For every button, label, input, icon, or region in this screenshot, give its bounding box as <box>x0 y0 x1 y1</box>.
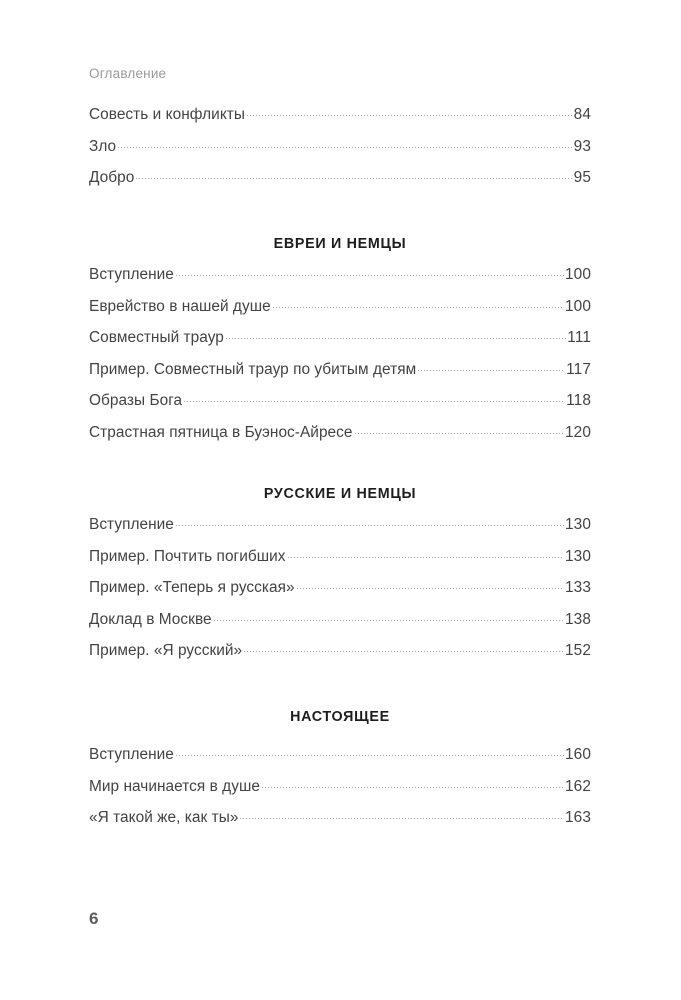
toc-entry-title: Пример. Почтить погибших <box>89 547 286 565</box>
toc-leader-dots <box>183 391 565 405</box>
toc-entry-page-number: 111 <box>567 329 591 346</box>
toc-entry[interactable] <box>89 807 591 839</box>
toc-entry[interactable] <box>89 514 591 546</box>
toc-entry-page-number: 152 <box>565 642 591 659</box>
toc-entry[interactable] <box>89 327 591 359</box>
toc-entry-title: Мир начинается в душе <box>89 777 260 795</box>
toc-entry-title: Вступление <box>89 746 174 763</box>
toc-leader-dots <box>175 515 564 529</box>
toc-group <box>89 514 591 672</box>
toc-entry-title: Доклад в Москве <box>89 610 212 628</box>
toc-leader-dots <box>225 328 566 342</box>
toc-entry-page-number: 95 <box>573 169 591 186</box>
toc-entry-page-number: 133 <box>565 579 591 596</box>
toc-leader-dots <box>296 578 564 592</box>
toc-group <box>89 264 591 453</box>
toc-entry-page-number: 93 <box>573 137 591 155</box>
toc-leader-dots <box>117 137 573 151</box>
toc-entry-title: Пример. «Теперь я русская» <box>89 579 295 596</box>
toc-entry-page-number: 84 <box>573 106 591 123</box>
toc-entry[interactable] <box>89 422 591 454</box>
toc-entry-title: Добро <box>89 169 135 186</box>
toc-leader-dots <box>287 547 564 561</box>
toc-entry[interactable] <box>89 776 591 808</box>
toc-entry-page-number: 138 <box>565 610 591 628</box>
section-heading: ЕВРЕИ И НЕМЦЫ <box>273 236 407 252</box>
section-heading: НАСТОЯЩЕЕ <box>290 709 390 725</box>
toc-leader-dots <box>135 168 572 182</box>
toc-entry-page-number: 163 <box>565 809 591 826</box>
toc-leader-dots <box>354 423 565 437</box>
toc-entry-title: «Я такой же, как ты» <box>89 809 239 826</box>
toc-entry-title: Совместный траур <box>89 329 224 346</box>
toc-leader-dots <box>261 777 564 791</box>
toc-entry[interactable] <box>89 640 591 672</box>
toc-entry[interactable] <box>89 609 591 641</box>
toc-entry[interactable] <box>89 577 591 609</box>
toc-entry-page-number: 162 <box>565 777 591 795</box>
toc-entry[interactable] <box>89 264 591 296</box>
toc-entry-page-number: 100 <box>565 266 591 283</box>
running-head: Оглавление <box>89 66 167 81</box>
toc-leader-dots <box>239 808 564 822</box>
toc-entry-title: Пример. «Я русский» <box>89 642 243 659</box>
toc-entry[interactable] <box>89 390 591 422</box>
toc-entry-title: Еврейство в нашей душе <box>89 297 271 315</box>
toc-leader-dots <box>213 610 564 624</box>
toc-entry[interactable] <box>89 744 591 776</box>
toc-entry[interactable] <box>89 546 591 578</box>
toc-entry-title: Зло <box>89 137 117 155</box>
toc-leader-dots <box>243 641 564 655</box>
toc-entry-title: Вступление <box>89 266 174 283</box>
toc-entry-title: Вступление <box>89 516 174 533</box>
section-heading: РУССКИЕ И НЕМЦЫ <box>263 486 417 502</box>
toc-group <box>89 744 591 839</box>
toc-entry[interactable] <box>89 167 591 199</box>
toc-group <box>89 104 591 199</box>
toc-leader-dots <box>246 105 573 119</box>
toc-leader-dots <box>175 745 564 759</box>
toc-leader-dots <box>417 360 565 374</box>
toc-entry-page-number: 120 <box>565 423 591 441</box>
toc-entry[interactable] <box>89 136 591 168</box>
toc-entry-page-number: 130 <box>565 547 591 565</box>
toc-entry-page-number: 118 <box>566 392 591 409</box>
toc-entry-title: Пример. Совместный траур по убитым детям <box>89 360 417 378</box>
toc-entry-page-number: 100 <box>565 297 591 315</box>
toc-entry[interactable] <box>89 296 591 328</box>
toc-entry-title: Страстная пятница в Буэнос-Айресе <box>89 423 353 441</box>
toc-entry-page-number: 117 <box>566 360 591 378</box>
toc-entry-title: Образы Бога <box>89 392 183 409</box>
page-number-folio: 6 <box>89 909 99 928</box>
toc-leader-dots <box>175 265 564 279</box>
toc-entry[interactable] <box>89 104 591 136</box>
toc-entry[interactable] <box>89 359 591 391</box>
toc-entry-page-number: 160 <box>565 746 591 763</box>
toc-entry-page-number: 130 <box>565 516 591 533</box>
toc-leader-dots <box>272 297 564 311</box>
toc-entry-title: Совесть и конфликты <box>89 106 245 123</box>
